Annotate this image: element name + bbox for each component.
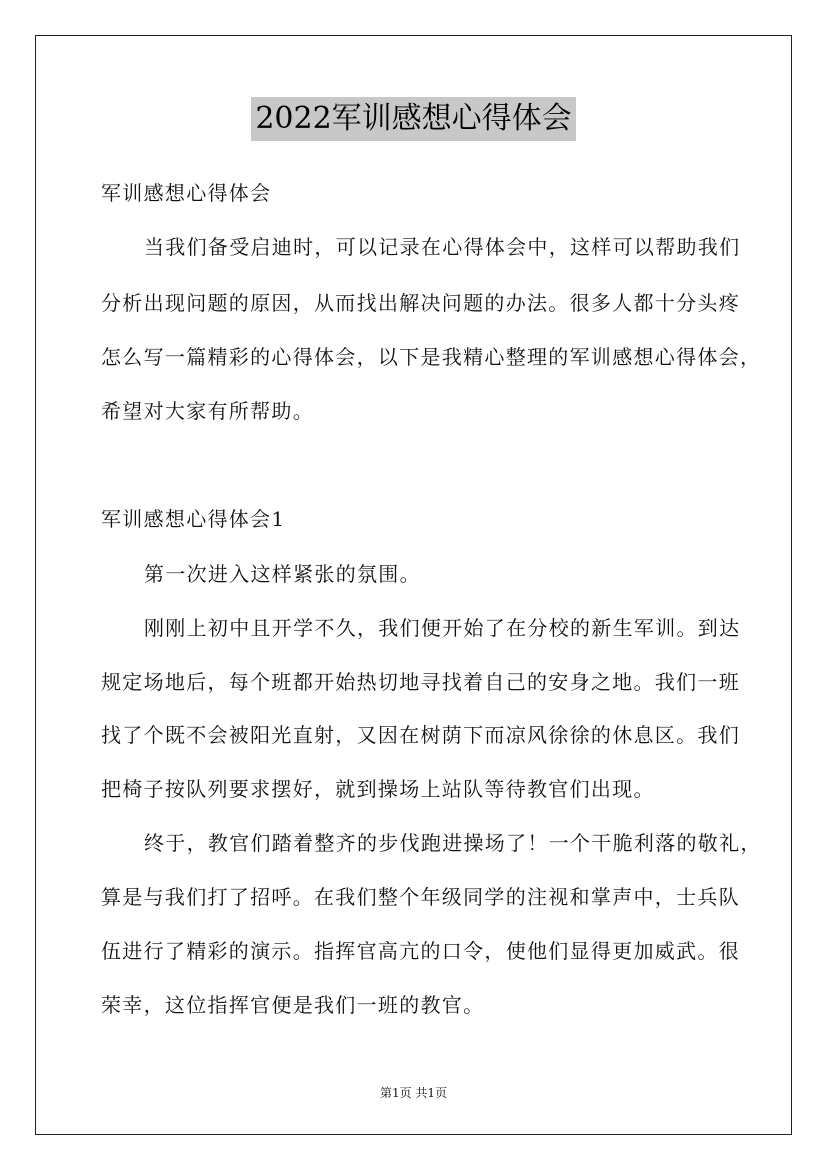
paragraph3-line-4: 荣幸，这位指挥官便是我们一班的教官。 [101, 993, 485, 1017]
document-title: 2022军训感想心得体会 [251, 97, 575, 141]
intro-line-4: 希望对大家有所帮助。 [101, 399, 314, 423]
intro-line-3: 怎么写一篇精彩的心得体会，以下是我精心整理的军训感想心得体会， [101, 345, 762, 369]
paragraph3-line-3: 伍进行了精彩的演示。指挥官高亢的口令，使他们显得更加威武。很 [101, 939, 740, 963]
intro-line-2: 分析出现问题的原因，从而找出解决问题的办法。很多人都十分头疼 [101, 291, 740, 315]
paragraph2-line-2: 规定场地后，每个班都开始热切地寻找着自己的安身之地。我们一班 [101, 670, 740, 694]
paragraph3-line-1: 终于，教官们踏着整齐的步伐跑进操场了！一个干脆利落的敬礼， [144, 831, 762, 855]
paragraph2-line-4: 把椅子按队列要求摆好，就到操场上站队等待教官们出现。 [101, 777, 655, 801]
paragraph1-line-1: 第一次进入这样紧张的氛围。 [144, 562, 421, 586]
document-subtitle: 军训感想心得体会 [101, 181, 272, 205]
title-container [0, 97, 827, 141]
intro-line-1: 当我们备受启迪时，可以记录在心得体会中，这样可以帮助我们 [144, 235, 741, 259]
paragraph2-line-3: 找了个既不会被阳光直射，又因在树荫下而凉风徐徐的休息区。我们 [101, 723, 740, 747]
paragraph2-line-1: 刚刚上初中且开学不久，我们便开始了在分校的新生军训。到达 [144, 616, 741, 640]
page-footer: 第1页 共1页 [379, 1086, 448, 1100]
paragraph3-line-2: 算是与我们打了招呼。在我们整个年级同学的注视和掌声中，士兵队 [101, 885, 740, 909]
section-heading: 军训感想心得体会1 [101, 507, 286, 531]
